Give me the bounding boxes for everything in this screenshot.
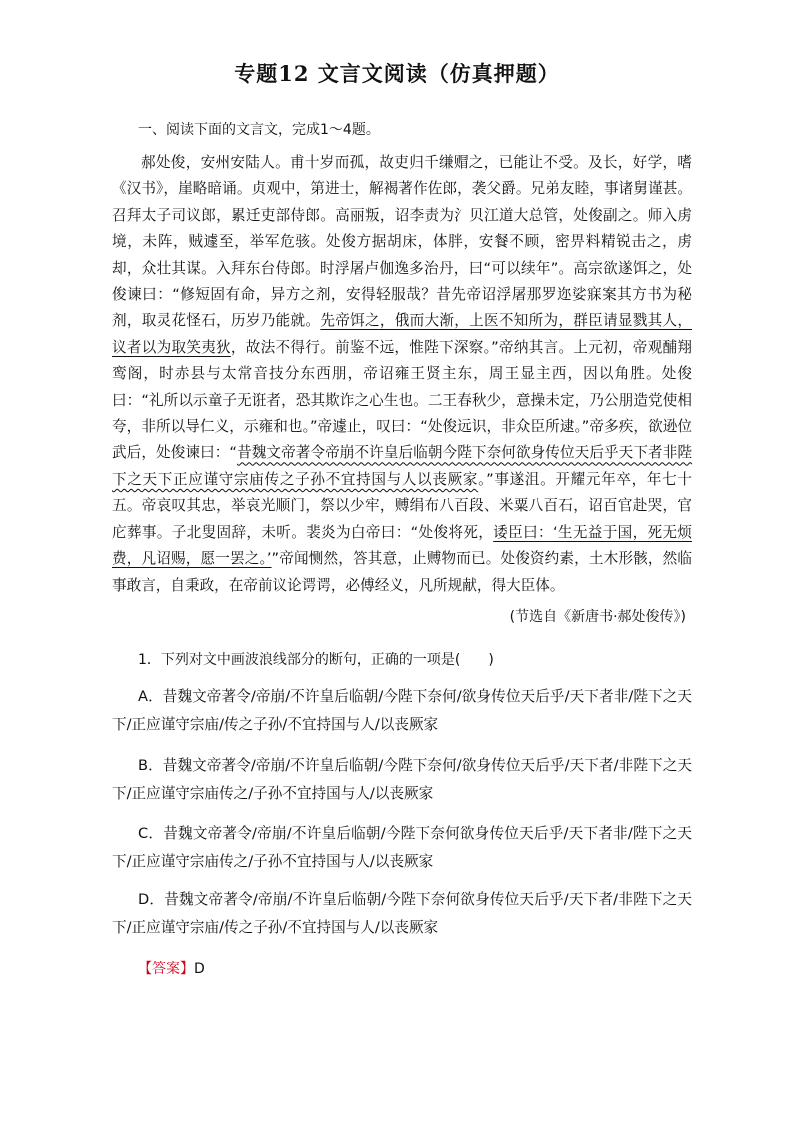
answer-value: D <box>194 961 205 977</box>
option-b <box>112 752 692 808</box>
passage-source: (节选自《新唐书·郝处俊传》) <box>509 609 686 625</box>
option-c-text: C．昔魏文帝著令/帝崩/不许皇后临朝/今陛下奈何欲身传位天后乎/天下者非/陛下之天下/正应谨守宗庙传之/子孙不宜持国与人/以丧厥家 <box>112 825 692 870</box>
option-a <box>112 683 692 739</box>
page-title: 专题12 文言文阅读（仿真押题） <box>234 61 560 86</box>
passage-text-3: 。”事遂沮。开耀元年卒，年七十五。帝哀叹其忠，举哀光顺门，祭以少牢，赙绢布八百段、米粟八百石，诏百官赴哭，官庀葬事。子北叟固辞，未听。裴炎为白帝曰：“处俊将死， <box>112 470 692 541</box>
answer-tag: 【答案】 <box>138 961 194 977</box>
classical-passage <box>112 150 692 599</box>
option-c <box>112 820 692 876</box>
option-d <box>112 886 692 942</box>
option-d-text: D．昔魏文帝著令/帝崩/不许皇后临朝/今陛下奈何欲身传位天后乎/天下者/非陛下之天下/正应谨守宗庙/传之子孙/不宜持国与人/以丧厥家 <box>112 891 692 936</box>
option-a-text: A．昔魏文帝著令/帝崩/不许皇后临朝/今陛下奈何/欲身传位天后乎/天下者非/陛下之天下/正应谨守宗庙/传之子孙/不宜持国与人/以丧厥家 <box>112 688 692 733</box>
answer-line <box>138 958 205 978</box>
underlined-sentence-1: 先帝饵之，俄而大渐，上医不知所为，群臣请显戮其人，议者以为取笑夷狄 <box>112 312 692 356</box>
wavy-underlined-sentence: 昔魏文帝著令帝崩不许皇后临朝今陛下奈何欲身传位天后乎天下者非陛下之天下正应谨守宗庙传之子孙不宜持国与人以丧厥家 <box>112 444 692 488</box>
passage-paragraph <box>112 150 692 599</box>
passage-text-1: 郝处俊，安州安陆人。甫十岁而孤，故吏归千缣赗之，已能让不受。及长，好学，嗜《汉书》，崖略暗诵。贞观中，第进士，解褐著作佐郎，袭父爵。兄弟友睦，事诸舅谨甚。召拜太子司议郎，累迁吏部侍郎。高丽叛，诏李责为氵贝江道大总管，处俊副之。师入虏境，未阵，贼遽至，举军危骇。处俊方据胡床，体胖，安餐不顾，密畀料精锐击之，虏却，众壮其谋。入拜东台侍郎。时浮屠卢伽逸多治丹，曰“可以续年”。高宗欲遂饵之，处俊谏曰：“修短固有命，异方之剂，安得轻服哉？昔先帝诏浮屠那罗迩娑寐案其方书为秘剂，取灵花怪石，历岁乃能就。 <box>112 154 692 330</box>
option-b-text: B．昔魏文帝著令/帝崩/不许皇后临朝/今陛下奈何/欲身传位天后乎/天下者/非陛下之天下/正应谨守宗庙传之/子孙不宜持国与人/以丧厥家 <box>112 757 692 802</box>
section-intro: 一、阅读下面的文言文，完成1～4题。 <box>138 122 380 138</box>
underlined-sentence-2: 诿臣曰：‘生无益于国，死无烦费，凡诏赐，愿一罢之。’ <box>112 523 692 568</box>
passage-text-2: ，故法不得行。前鉴不远，惟陛下深察。”帝纳其言。上元初，帝观酺翔鸾阁，时赤县与太常音技分东西朋，帝诏雍王贤主东，周王显主西，因以角胜。处俊曰：“礼所以示童子无诳者，恐其欺诈之心生也。二王春秋少，意操未定，乃公朋造党使相夸，非所以导仁义，示雍和也。”帝遽止，叹曰：“处俊远识，非众臣所逮。”帝多疾，欲逊位武后，处俊谏曰：“ <box>112 338 692 462</box>
passage-text-4: ”帝闻恻然，答其意，止赙物而已。处俊资约素，土木形骸，然临事敢言，自秉政，在帝前议论谔谔，必傅经义，凡所规献，得大臣体。 <box>112 550 692 594</box>
question-1: 1．下列对文中画波浪线部分的断句，正确的一项是( ) <box>138 652 494 668</box>
